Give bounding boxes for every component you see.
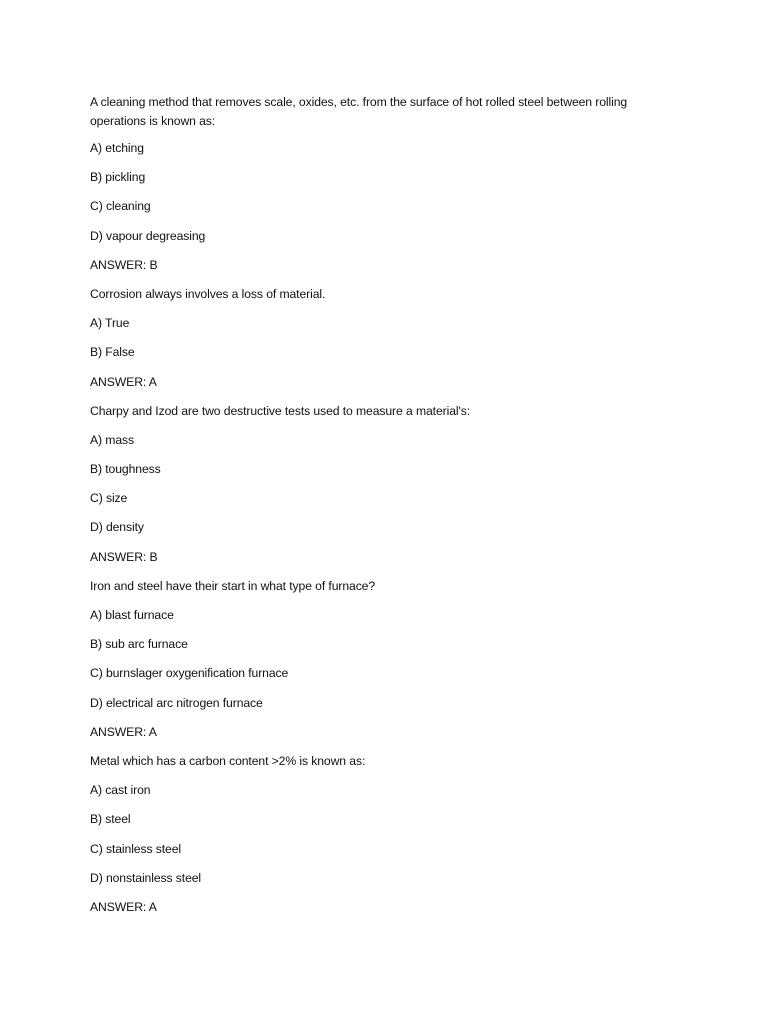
option-c: C) cleaning bbox=[90, 199, 151, 214]
question-text: Charpy and Izod are two destructive tests used to measure a material's: bbox=[90, 403, 470, 418]
option-b: B) sub arc furnace bbox=[90, 637, 188, 652]
answer-line: ANSWER: B bbox=[90, 549, 158, 564]
option-c: C) size bbox=[90, 491, 128, 506]
question-block bbox=[90, 285, 690, 402]
answer-line: ANSWER: B bbox=[90, 257, 158, 272]
question-text: Corrosion always involves a loss of material. bbox=[90, 286, 326, 301]
option-c: C) stainless steel bbox=[90, 841, 181, 856]
option-a: A) blast furnace bbox=[90, 608, 174, 622]
option-a: A) mass bbox=[90, 432, 134, 447]
question-text: Metal which has a carbon content >2% is known as: bbox=[90, 753, 366, 768]
answer-line: ANSWER: A bbox=[90, 899, 157, 914]
question-block bbox=[90, 752, 690, 927]
option-d: D) electrical arc nitrogen furnace bbox=[90, 695, 263, 710]
option-b: B) toughness bbox=[90, 462, 161, 477]
option-d: D) nonstainless steel bbox=[90, 870, 202, 885]
option-b: B) pickling bbox=[90, 170, 146, 185]
option-b: B) False bbox=[90, 345, 135, 360]
answer-line: ANSWER: A bbox=[90, 724, 157, 739]
question-text: A cleaning method that removes scale, oxides, etc. from the surface of hot rolled steel between rolling operations is known as: bbox=[90, 95, 628, 128]
option-d: D) density bbox=[90, 520, 144, 535]
option-a: A) cast iron bbox=[90, 783, 151, 798]
document-page bbox=[90, 93, 690, 927]
question-block bbox=[90, 577, 690, 752]
answer-line: ANSWER: A bbox=[90, 374, 157, 389]
option-c: C) burnslager oxygenification furnace bbox=[90, 666, 289, 681]
option-b: B) steel bbox=[90, 812, 131, 827]
question-block bbox=[90, 402, 690, 577]
option-a: A) True bbox=[90, 316, 130, 331]
option-a: A) etching bbox=[90, 141, 144, 155]
question-text: Iron and steel have their start in what type of furnace? bbox=[90, 578, 376, 593]
option-d: D) vapour degreasing bbox=[90, 228, 206, 243]
question-block bbox=[90, 93, 690, 285]
